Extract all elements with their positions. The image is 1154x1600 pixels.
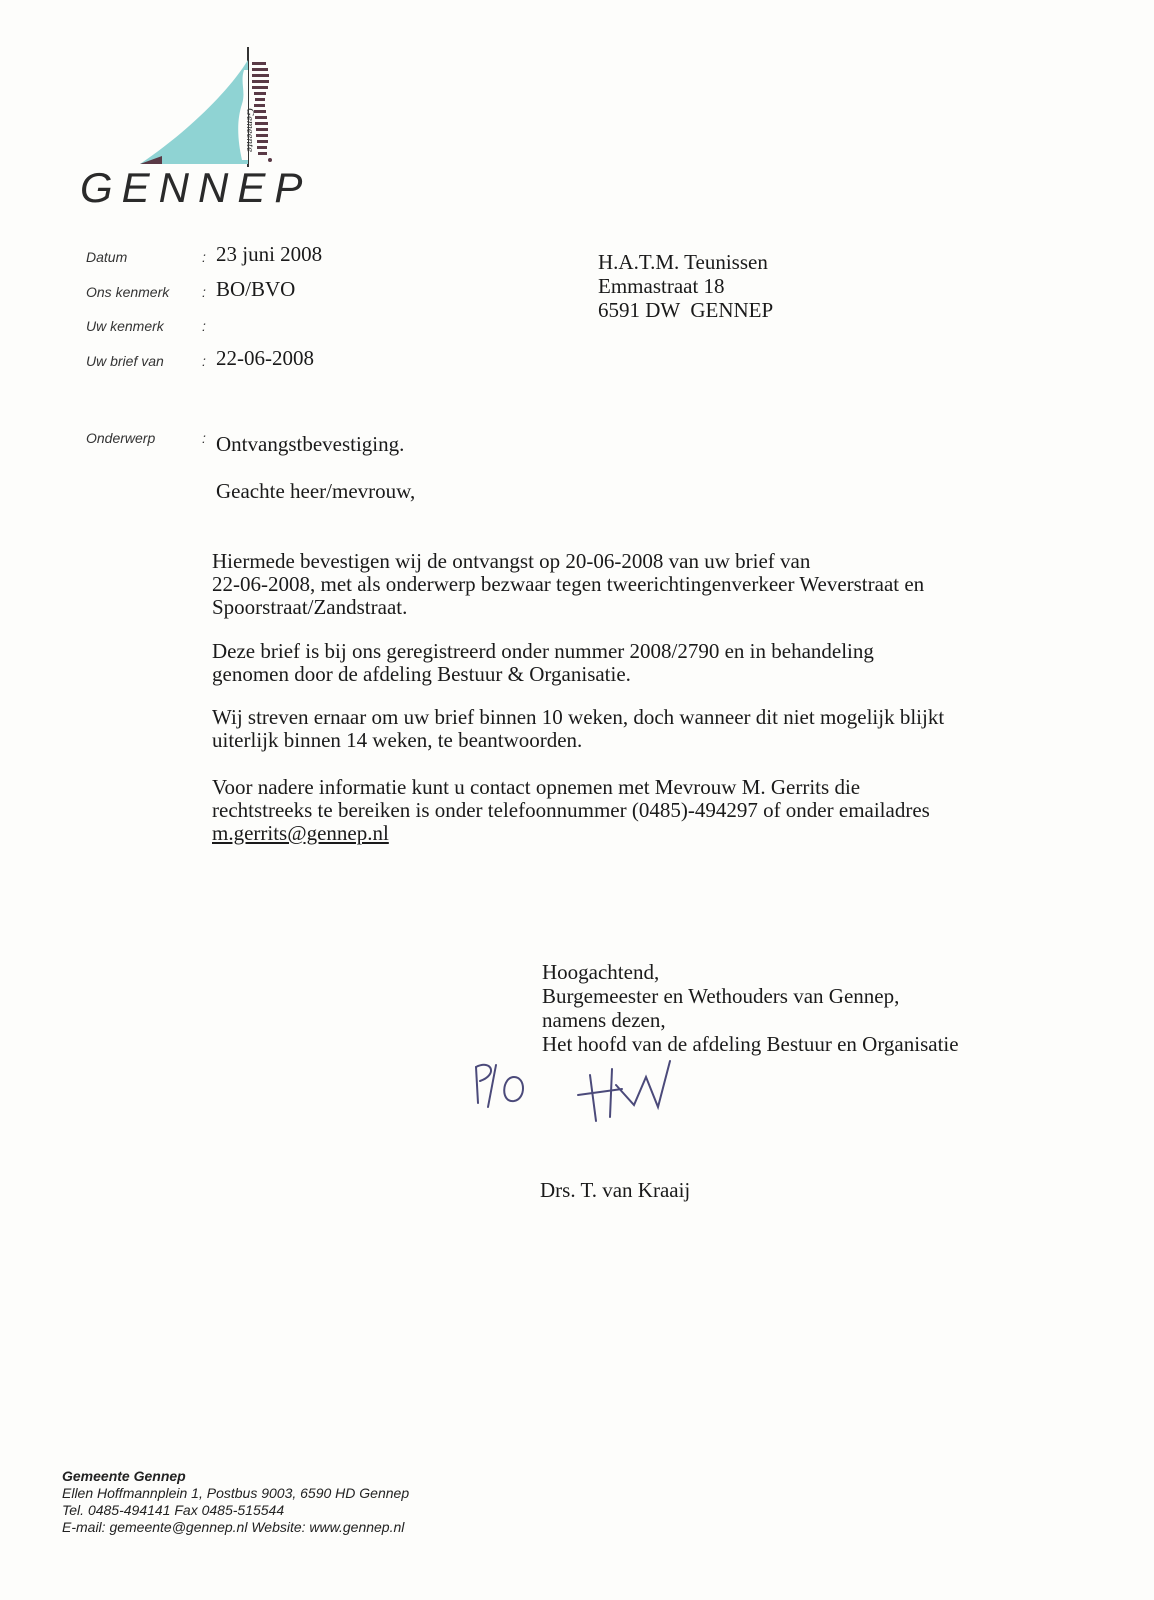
your-ref-colon: : [202,318,206,334]
footer [62,1468,409,1536]
logo-small-text: Gemeente [244,108,256,152]
your-letter-label: Uw brief van [86,353,164,369]
recipient-street: Emmastraat 18 [598,274,725,298]
paragraph-line: Voor nadere informatie kunt u contact opnemen met Mevrouw M. Gerrits die [212,775,861,799]
paragraph-line: 22-06-2008, met als onderwerp bezwaar tegen tweerichtingenverkeer Weverstraat en [212,572,925,596]
footer-org: Gemeente Gennep [62,1468,186,1484]
signer-name: Drs. T. van Kraaij [540,1178,691,1202]
subject-value: Ontvangstbevestiging. [216,432,405,456]
paragraph-line: rechtstreeks te bereiken is onder telefoonnummer (0485)-494297 of onder emailadres [212,798,930,822]
date-value: 23 juni 2008 [216,242,323,266]
logo-wordmark: GENNEP [80,164,312,211]
paragraph-contact [212,776,1032,845]
gennep-logo [80,42,320,217]
footer-contact: E-mail: gemeente@gennep.nl Website: www.gennep.nl [62,1519,405,1535]
your-ref-label: Uw kenmerk [86,318,164,334]
subject-label: Onderwerp [86,430,156,446]
recipient-name: H.A.T.M. Teunissen [598,250,768,274]
date-label: Datum [86,249,128,265]
contact-email-link[interactable]: m.gerrits@gennep.nl [212,821,389,845]
our-ref-value: BO/BVO [216,277,296,301]
paragraph-line: genomen door de afdeling Bestuur & Organisatie. [212,662,631,686]
closing-line: Het hoofd van de afdeling Bestuur en Organisatie [542,1032,959,1056]
salutation: Geachte heer/mevrouw, [216,479,416,503]
handwritten-signature [470,1055,690,1140]
paragraph-line: Spoorstraat/Zandstraat. [212,595,408,619]
recipient-address [598,250,773,322]
paragraph-line: uiterlijk binnen 14 weken, te beantwoorden. [212,728,583,752]
closing-block [542,960,959,1056]
paragraph-registration [212,640,1032,686]
your-letter-value: 22-06-2008 [216,346,314,370]
our-ref-colon: : [202,284,206,300]
paragraph-line: Wij streven ernaar om uw brief binnen 10 weken, doch wanneer dit niet mogelijk blijkt [212,705,945,729]
subject-colon: : [202,430,206,446]
gennep-emblem-icon [110,42,280,172]
date-colon: : [202,249,206,265]
paragraph-timeline [212,706,1032,752]
footer-phone: Tel. 0485-494141 Fax 0485-515544 [62,1502,285,1518]
paragraph-line: Deze brief is bij ons geregistreerd onder nummer 2008/2790 en in behandeling [212,639,874,663]
your-letter-colon: : [202,353,206,369]
closing-line: Hoogachtend, [542,960,660,984]
closing-line: Burgemeester en Wethouders van Gennep, [542,984,900,1008]
footer-address: Ellen Hoffmannplein 1, Postbus 9003, 6590 HD Gennep [62,1485,410,1501]
signature-icon [470,1055,690,1135]
paragraph-line: Hiermede bevestigen wij de ontvangst op 20-06-2008 van uw brief van [212,549,811,573]
paragraph-receipt [212,550,1032,619]
our-ref-label: Ons kenmerk [86,284,170,300]
recipient-city: 6591 DW GENNEP [598,298,774,322]
closing-line: namens dezen, [542,1008,666,1032]
